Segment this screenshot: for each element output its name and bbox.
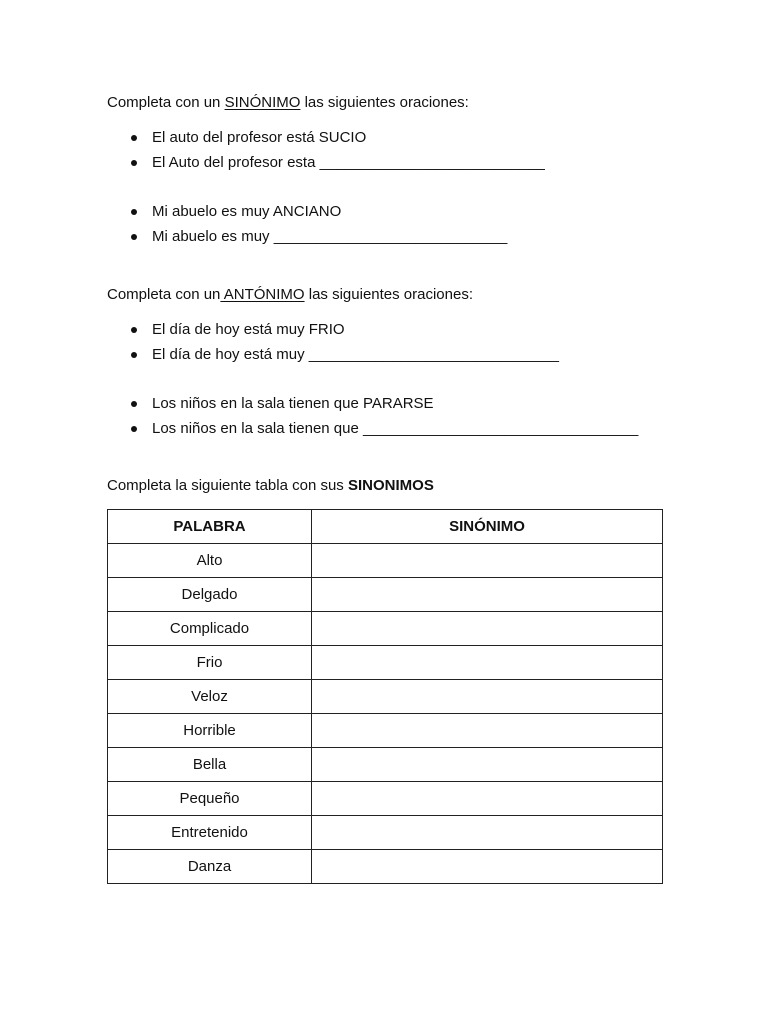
sentence-item: Mi abuelo es muy ____________________________: [107, 224, 545, 249]
table-row: [108, 782, 663, 816]
sentence-item: El día de hoy está muy FRIO: [107, 317, 638, 342]
instruction-keyword: SINÓNIMO: [224, 94, 301, 111]
instruction-prefix: Completa la siguiente tabla con sus: [107, 477, 348, 494]
table-row: [108, 612, 663, 646]
answer-cell[interactable]: [312, 748, 663, 782]
sentence-item: Los niños en la sala tienen que PARARSE: [107, 391, 638, 416]
sentence-item: El Auto del profesor esta ___________________________: [107, 150, 545, 175]
sentence-item: Los niños en la sala tienen que _________________________________: [107, 416, 638, 441]
table-row: [108, 816, 663, 850]
instruction-keyword: SINONIMOS: [347, 477, 434, 494]
table-row: [108, 850, 663, 884]
word-cell: Pequeño: [108, 782, 312, 816]
word-cell: Complicado: [108, 612, 312, 646]
table-row: [108, 748, 663, 782]
answer-cell[interactable]: [312, 544, 663, 578]
instruction-prefix: Completa con un: [107, 94, 225, 111]
table-row: [108, 544, 663, 578]
synonym-sentence-list: [107, 125, 545, 249]
antonym-sentence-list: [107, 317, 638, 441]
instruction-suffix: las siguientes oraciones:: [304, 286, 474, 303]
table-row: [108, 646, 663, 680]
answer-cell[interactable]: [312, 782, 663, 816]
word-cell: Danza: [108, 850, 312, 884]
table-row: [108, 714, 663, 748]
table-header-row: [108, 510, 663, 544]
word-cell: Veloz: [108, 680, 312, 714]
instruction-keyword: ANTÓNIMO: [220, 286, 305, 303]
table-row: [108, 578, 663, 612]
instruction-synonym: [107, 94, 469, 111]
word-cell: Horrible: [108, 714, 312, 748]
word-cell: Bella: [108, 748, 312, 782]
synonym-table: [107, 509, 663, 884]
answer-cell[interactable]: [312, 646, 663, 680]
answer-cell[interactable]: [312, 612, 663, 646]
sentence-item: Mi abuelo es muy ANCIANO: [107, 199, 545, 224]
table-row: [108, 680, 663, 714]
word-cell: Alto: [108, 544, 312, 578]
word-cell: Delgado: [108, 578, 312, 612]
word-cell: Entretenido: [108, 816, 312, 850]
answer-cell[interactable]: [312, 816, 663, 850]
answer-cell[interactable]: [312, 578, 663, 612]
sentence-item: El día de hoy está muy ______________________________: [107, 342, 638, 367]
sentence-item: El auto del profesor está SUCIO: [107, 125, 545, 150]
instruction-prefix: Completa con un: [107, 286, 221, 303]
answer-cell[interactable]: [312, 714, 663, 748]
answer-cell[interactable]: [312, 680, 663, 714]
header-sinonimo: SINÓNIMO: [312, 510, 663, 544]
instruction-table: [107, 477, 434, 494]
answer-cell[interactable]: [312, 850, 663, 884]
instruction-antonym: [107, 286, 473, 303]
header-palabra: PALABRA: [108, 510, 312, 544]
word-cell: Frio: [108, 646, 312, 680]
instruction-suffix: las siguientes oraciones:: [300, 94, 469, 111]
